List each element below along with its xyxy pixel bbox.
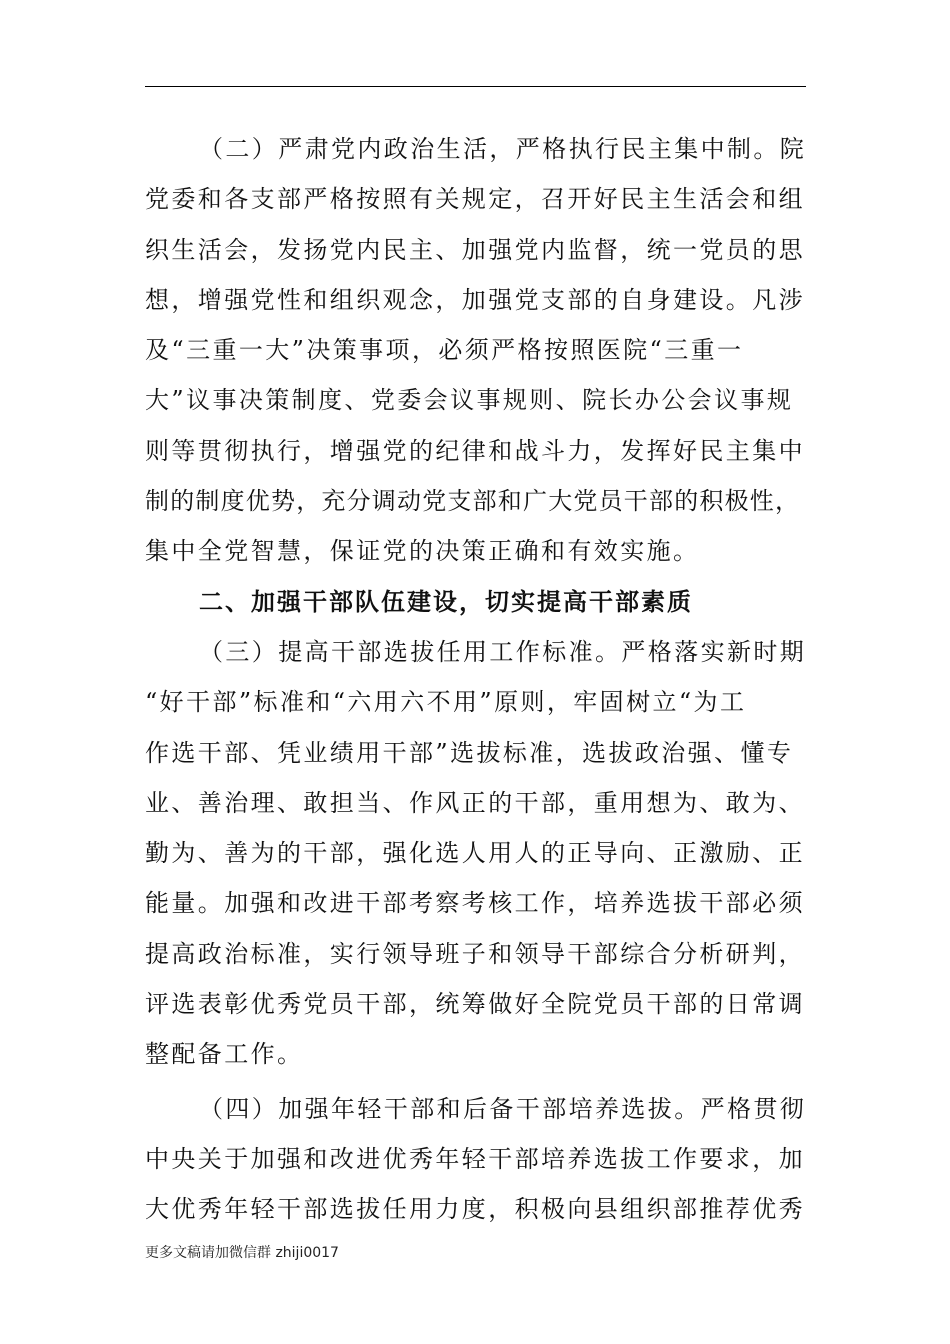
header-rule — [145, 86, 806, 87]
paragraph-2-line: （二）严肃党内政治生活，严格执行民主集中制。院 — [199, 135, 807, 163]
footer-note: 更多文稿请加微信群 zhiji0017 — [145, 1245, 339, 1261]
paragraph-3-line: 能量。加强和改进干部考察考核工作，培养选拔干部必须 — [145, 889, 805, 918]
paragraph-2-line: 则等贯彻执行，增强党的纪律和战斗力，发挥好民主集中 — [145, 436, 805, 465]
paragraph-3-line: 提高政治标准，实行领导班子和领导干部综合分析研判， — [145, 939, 805, 968]
section-heading: 二、加强干部队伍建设，切实提高干部素质 — [199, 587, 693, 616]
paragraph-2-line: 想，增强党性和组织观念，加强党支部的自身建设。凡涉 — [145, 285, 805, 314]
paragraph-3-line: 业、善治理、敢担当、作风正的干部，重用想为、敢为、 — [145, 788, 805, 817]
paragraph-4-line: 大优秀年轻干部选拔任用力度，积极向县组织部推荐优秀 — [145, 1195, 805, 1224]
paragraph-4-line: 中央关于加强和改进优秀年轻干部培养选拔工作要求，加 — [145, 1144, 805, 1173]
document-body — [145, 124, 809, 1235]
paragraph-2-line: 党委和各支部严格按照有关规定，召开好民主生活会和组 — [145, 185, 805, 214]
paragraph-3-line: 评选表彰优秀党员干部，统筹做好全院党员干部的日常调 — [145, 990, 805, 1019]
paragraph-2-line: 大”议事决策制度、党委会议事规则、院长办公会议事规 — [145, 386, 794, 415]
paragraph-3-line: 勤为、善为的干部，强化选人用人的正导向、正激励、正 — [145, 839, 805, 868]
paragraph-3-line: （三）提高干部选拔任用工作标准。严格落实新时期 — [199, 637, 807, 666]
paragraph-3-line: 作选干部、凭业绩用干部”选拔标准，选拔政治强、懂专 — [145, 738, 794, 767]
paragraph-3-line: 整配备工作。 — [145, 1040, 304, 1069]
paragraph-2-line: 集中全党智慧，保证党的决策正确和有效实施。 — [145, 537, 700, 566]
paragraph-2-line: 及“三重一大”决策事项，必须严格按照医院“三重一 — [145, 336, 744, 365]
paragraph-4-line: （四）加强年轻干部和后备干部培养选拔。严格贯彻 — [199, 1094, 807, 1123]
paragraph-3-line: “好干部”标准和“六用六不用”原则，牢固树立“为工 — [145, 688, 747, 717]
paragraph-2-line: 织生活会，发扬党内民主、加强党内监督，统一党员的思 — [145, 235, 805, 264]
paragraph-2-line: 制的制度优势，充分调动党支部和广大党员干部的积极性， — [145, 487, 801, 516]
